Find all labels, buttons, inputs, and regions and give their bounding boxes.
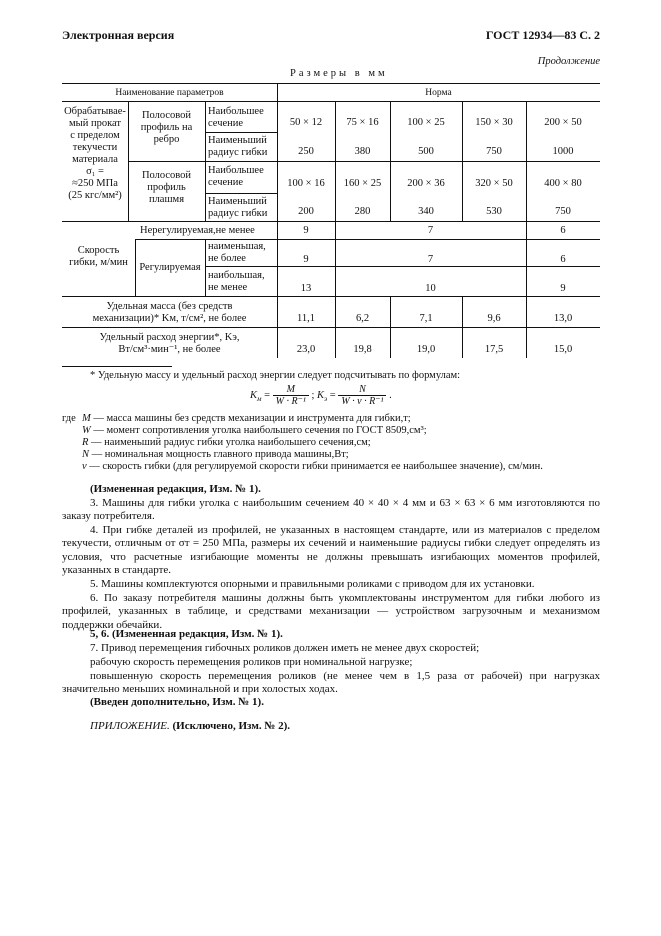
- bending-speed-label: Скорость гибки, м/мин: [69, 245, 128, 268]
- edge-radius-4: 750: [486, 146, 502, 157]
- footnote: * Удельную массу и удельный расход энергии следует подсчитывать по формулам:: [90, 370, 461, 381]
- edge-section-4: 150 × 30: [475, 117, 513, 128]
- edition-note-1: (Измененная редакция, Изм. № 1).: [90, 483, 261, 495]
- mass-val-1: 11,1: [297, 313, 315, 324]
- regulated-min-val-1: 9: [303, 254, 309, 265]
- max-not-less-label: наибольшая, не менее: [208, 270, 265, 293]
- edge-radius-5: 1000: [552, 146, 574, 157]
- edge-largest-section-label: Наибольшее сечение: [208, 106, 264, 129]
- flat-section-5: 400 × 80: [544, 178, 582, 189]
- edge-section-3: 100 × 25: [407, 117, 445, 128]
- mass-val-2: 6,2: [355, 313, 370, 324]
- regulated-max-val-3: 9: [560, 283, 566, 294]
- flat-radius-3: 340: [418, 206, 434, 217]
- unregulated-label: Нерегулируемая,не менее: [140, 225, 255, 236]
- energy-val-1: 23,0: [296, 344, 316, 355]
- specific-energy-label: Удельный расход энергии*, Kэ, Вт/см³·мин⁻¹, не более: [99, 332, 240, 355]
- header-right: ГОСТ 12934—83 С. 2: [485, 28, 600, 42]
- units-caption: Размеры в мм: [290, 68, 388, 79]
- formula: $K_м$ = $\frac{M}{\text{W · R⁻¹}}$ ; $K_э$ = $\frac{N}{\text{W · v · R⁻¹}}$ .: [250, 384, 392, 407]
- mass-val-5: 13,0: [553, 313, 573, 324]
- edge-min-radius-label: Наименьший радиус гибки: [208, 135, 268, 158]
- edge-profile-label: Полосовой профиль на ребро: [140, 110, 193, 145]
- flat-section-2: 160 × 25: [343, 178, 382, 189]
- unregulated-val-2: 7: [427, 225, 434, 236]
- head-param: Наименование параметров: [115, 88, 224, 98]
- header-left: Электронная версия: [62, 28, 175, 42]
- paragraph-7: 7. Привод перемещения гибочных роликов должен иметь не менее двух скоростей;: [90, 642, 480, 654]
- energy-val-3: 19,0: [416, 344, 436, 355]
- mass-val-3: 7,1: [419, 313, 433, 324]
- paragraph-3: 3. Машины для гибки уголка с наибольшим сечением 40 × 40 × 4 мм и 63 × 63 × 6 мм изготовляются по заказу потребителя.: [62, 497, 600, 523]
- regulated-min-val-2: 7: [427, 254, 434, 265]
- paragraph-7-working-speed: рабочую скорость перемещения роликов при номинальной нагрузке;: [90, 656, 413, 668]
- energy-val-4: 17,5: [484, 344, 504, 355]
- footnote-rule: [62, 366, 172, 367]
- head-norm: Норма: [425, 88, 452, 98]
- rolled-stock-label: Обрабатывае- мый прокат с пределом текучести материала σ₁ = ≈250 МПа (25 кгс/мм²): [64, 106, 126, 201]
- flat-section-1: 100 × 16: [287, 178, 325, 189]
- edge-section-5: 200 × 50: [544, 117, 582, 128]
- paragraph-6: 6. По заказу потребителя машины должны быть укомплектованы инструментом для гибки любого из профилей, указанных в таблице, и средствами механизации — устройством загрузочным и механизмом поддержки обечайки.: [62, 592, 600, 631]
- min-not-more-label: наименьшая, не более: [208, 241, 266, 264]
- edition-note-56: 5, 6. (Измененная редакция, Изм. № 1).: [90, 628, 283, 640]
- edge-section-1: 50 × 12: [289, 117, 323, 128]
- regulated-label: Регулируемая: [139, 262, 201, 273]
- where-defs: M — масса машины без средств механизации и инструмента для гибки,т; W — момент сопротивления уголка наибольшего сечения по ГОСТ 8509,см³; R — наименьший радиус гибки уголка наибольшего сечения,см; N — номинальная мощность главного привода машины,Вт; v — скорость гибки (для регулируемой скорости гибки принимается ее наибольшее значение), см/мин.: [82, 413, 543, 472]
- flat-profile-label: Полосовой профиль плашмя: [141, 170, 192, 205]
- edge-radius-2: 380: [354, 146, 371, 157]
- flat-radius-5: 750: [555, 206, 571, 217]
- flat-radius-1: 200: [298, 206, 314, 217]
- paragraph-7-increased-speed: повышенную скорость перемещения роликов (не менее чем в 1,5 раза от рабочей) при нагрузках значительно меньших номинальной и при холостых ходах.: [62, 670, 600, 696]
- edge-radius-1: 250: [298, 146, 314, 157]
- where-prefix: где: [62, 413, 76, 424]
- flat-radius-2: 280: [354, 206, 371, 217]
- unregulated-val-1: 9: [303, 225, 309, 236]
- paragraph-4: 4. При гибке деталей из профилей, не указанных в настоящем стандарте, или из материалов с пределом текучести, отличным от σт = 250 МПа, размеры их сечений и наименьшие радиусы гибки следует определять из условия, что расчетные изгибающие моменты не должны превышать изгибающих моментов профилей, указанных в стандарте.: [62, 524, 600, 577]
- flat-section-4: 320 × 50: [475, 178, 513, 189]
- added-note: (Введен дополнительно, Изм. № 1).: [90, 696, 264, 708]
- paragraph-5: 5. Машины комплектуются опорными и правильными роликами с приводом для их установки.: [90, 578, 535, 590]
- edge-radius-3: 500: [418, 146, 434, 157]
- unregulated-val-3: 6: [560, 225, 566, 236]
- energy-val-5: 15,0: [553, 344, 573, 355]
- appendix-line: ПРИЛОЖЕНИЕ. (Исключено, Изм. № 2).: [90, 720, 291, 732]
- edge-section-2: 75 × 16: [346, 117, 379, 128]
- regulated-min-val-3: 6: [560, 254, 566, 265]
- flat-largest-section-label: Наибольшее сечение: [208, 165, 264, 188]
- specific-mass-label: Удельная масса (без средств механизации)* Kм, т/см², не более: [92, 301, 247, 324]
- mass-val-4: 9,6: [487, 313, 501, 324]
- energy-val-2: 19,8: [353, 344, 372, 355]
- continuation-label: Продолжение: [537, 56, 600, 67]
- regulated-max-val-2: 10: [425, 283, 436, 294]
- regulated-max-val-1: 13: [300, 283, 312, 294]
- flat-min-radius-label: Наименьший радиус гибки: [208, 196, 268, 219]
- flat-section-3: 200 × 36: [407, 178, 445, 189]
- flat-radius-4: 530: [486, 206, 502, 217]
